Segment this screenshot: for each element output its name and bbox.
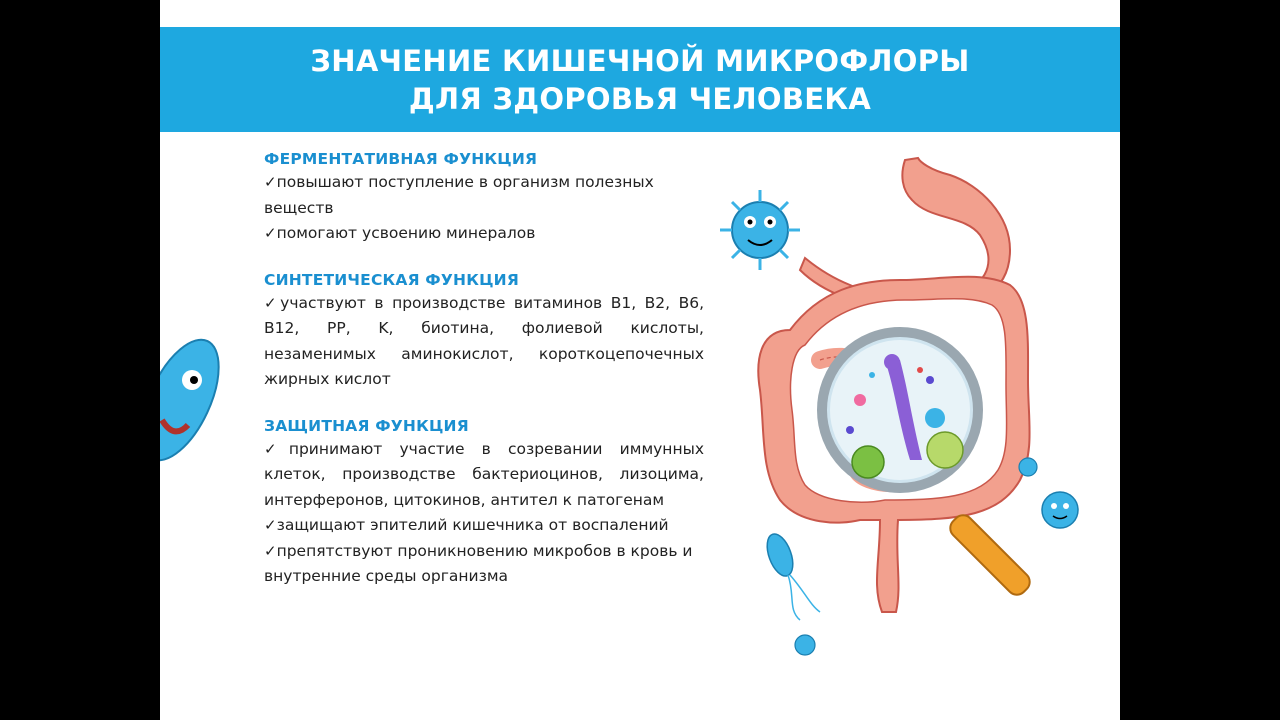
- list-item: [264, 291, 704, 393]
- list-item: [264, 513, 704, 539]
- list-item-text: принимают участие в созревании иммунных клеток, производстве бактериоцинов, лизоцима, интерферонов, цитокинов, антител к патогенам: [264, 439, 704, 509]
- list-item-text: помогают усвоению минералов: [276, 224, 536, 242]
- list-item: [264, 170, 704, 221]
- title-line-2: ДЛЯ ЗДОРОВЬЯ ЧЕЛОВЕКА: [408, 81, 872, 116]
- bacterium-icon: [160, 328, 235, 471]
- list-item-text: участвуют в производстве витаминов B1, B2, B6, B12, PP, K, биотина, фолиевой кислоты, незаменимых аминокислот, короткоцепочечных жирных кислот: [264, 293, 704, 388]
- section-fermentative: [264, 148, 704, 247]
- slide: [160, 0, 1120, 720]
- section-heading: СИНТЕТИЧЕСКАЯ ФУНКЦИЯ: [264, 270, 519, 289]
- check-icon: ✓: [264, 516, 277, 534]
- list-item-text: защищают эпителий кишечника от воспалений: [276, 516, 669, 534]
- virus-icon: [795, 635, 815, 655]
- check-icon: ✓: [264, 293, 281, 312]
- list-item-text: повышают поступление в организм полезных веществ: [264, 173, 654, 217]
- title-bar: [160, 27, 1120, 132]
- section-heading: ЗАЩИТНАЯ ФУНКЦИЯ: [264, 416, 469, 435]
- content: [264, 148, 704, 612]
- list-item: [264, 437, 704, 514]
- bacterium-icon: [762, 531, 820, 620]
- list-item: [264, 539, 704, 590]
- check-icon: ✓: [264, 224, 277, 242]
- section-protective: [264, 415, 704, 590]
- title-line-1: ЗНАЧЕНИЕ КИШЕЧНОЙ МИКРОФЛОРЫ: [310, 43, 970, 78]
- check-icon: ✓: [264, 173, 277, 191]
- virus-icon: [1019, 458, 1037, 476]
- list-item-text: препятствуют проникновению микробов в кровь и внутренние среды организма: [264, 541, 693, 585]
- check-icon: ✓: [264, 439, 289, 458]
- section-synthetic: [264, 269, 704, 393]
- virus-icon: [720, 190, 800, 270]
- check-icon: ✓: [264, 541, 277, 560]
- virus-icon: [1042, 492, 1078, 528]
- list-item: [264, 221, 704, 247]
- section-heading: ФЕРМЕНТАТИВНАЯ ФУНКЦИЯ: [264, 150, 538, 168]
